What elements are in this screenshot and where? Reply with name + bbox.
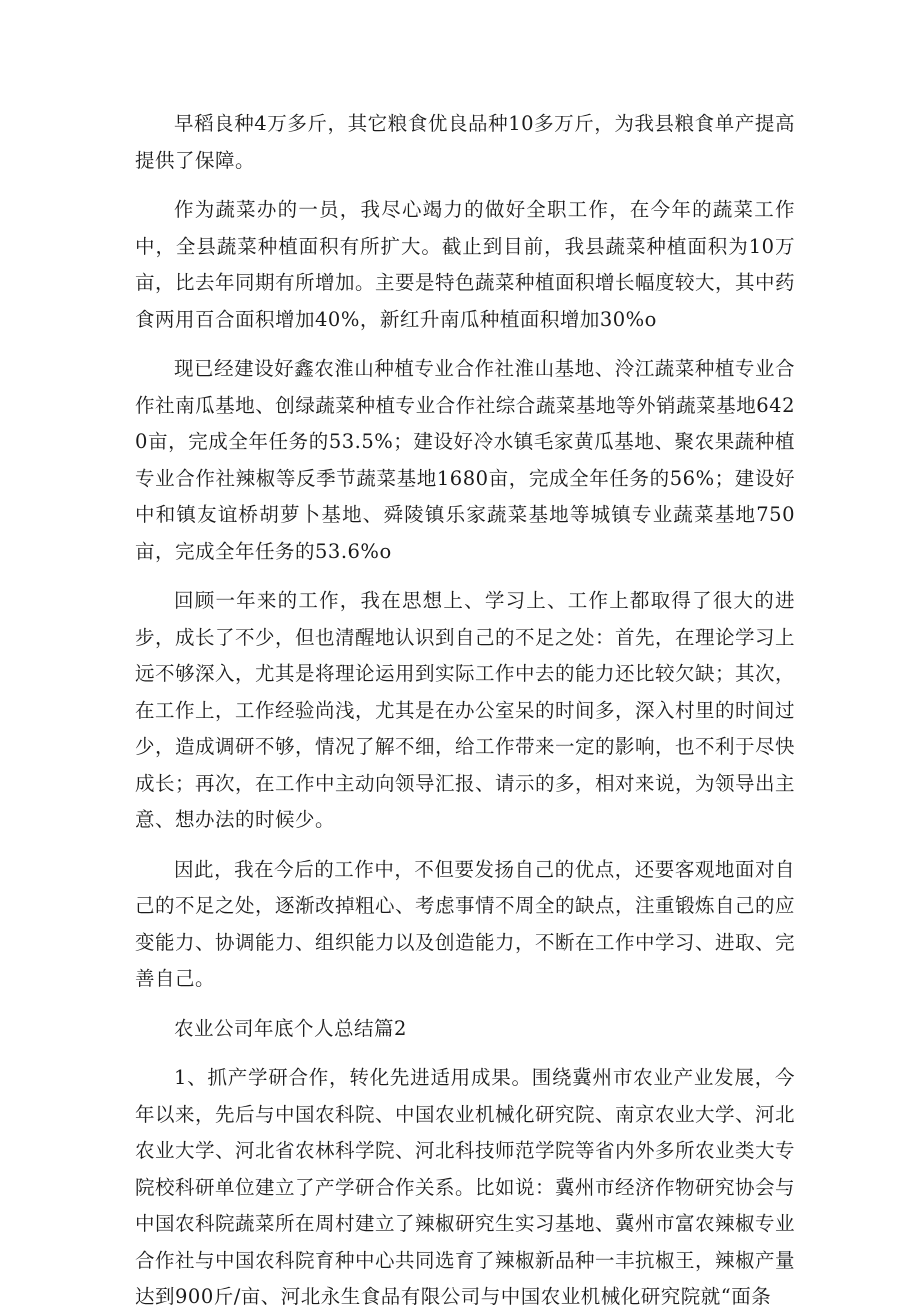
- paragraph-3: 现已经建设好鑫农淮山种植专业合作社淮山基地、泠江蔬菜种植专业合作社南瓜基地、创绿蔬菜种植专业合作社综合蔬菜基地等外销蔬菜基地6420亩，完成全年任务的53.5%；建设好冷水镇毛家黄瓜基地、聚农果蔬种植专业合作社辣椒等反季节蔬菜基地1680亩，完成全年任务的56%；建设好中和镇友谊桥胡萝卜基地、舜陵镇乐家蔬菜基地等城镇专业蔬菜基地750亩，完成全年任务的53.6%o: [135, 357, 795, 563]
- paragraph-2: 作为蔬菜办的一员，我尽心竭力的做好全职工作，在今年的蔬菜工作中，全县蔬菜种植面积有所扩大。截止到目前，我县蔬菜种植面积为10万亩，比去年同期有所增加。主要是特色蔬菜种植面积增长幅度较大，其中药食两用百合面积增加40%，新红升南瓜种植面积增加30%o: [135, 198, 796, 331]
- document-page: [135, 106, 795, 1316]
- section-heading: 农业公司年底个人总结篇2: [174, 1016, 407, 1040]
- section-paragraph-1: 1、抓产学研合作，转化先进适用成果。围绕冀州市农业产业发展，今年以来，先后与中国农科院、中国农业机械化研究院、南京农业大学、河北农业大学、河北省农林科学院、河北科技师范学院等省内外多所农业类大专院校科研单位建立了产学研合作关系。比如说：冀州市经济作物研究协会与中国农科院蔬菜所在周村建立了辣椒研究生实习基地、冀州市富农辣椒专业合作社与中国农科院育种中心共同选育了辣椒新品种一丰抗椒王，辣椒产量达到900斤/亩、河北永生食品有限公司与中国农业机械化研究院就“面条: [135, 1066, 796, 1308]
- paragraph-4: 回顾一年来的工作，我在思想上、学习上、工作上都取得了很大的进步，成长了不少，但也清醒地认识到自己的不足之处：首先，在理论学习上远不够深入，尤其是将理论运用到实际工作中去的能力还比较欠缺；其次，在工作上，工作经验尚浅，尤其是在办公室呆的时间多，深入村里的时间过少，造成调研不够，情况了解不细，给工作带来一定的影响，也不利于尽快成长；再次，在工作中主动向领导汇报、请示的多，相对来说，为领导出主意、想办法的时候少。: [135, 589, 796, 831]
- paragraph-1: 早稻良种4万多斤，其它粮食优良品种10多万斤，为我县粮食单产提高提供了保障。: [135, 112, 795, 172]
- paragraph-5: 因此，我在今后的工作中，不但要发扬自己的优点，还要客观地面对自己的不足之处，逐渐改掉粗心、考虑事情不周全的缺点，注重锻炼自己的应变能力、协调能力、组织能力以及创造能力，不断在工作中学习、进取、完善自己。: [135, 857, 796, 990]
